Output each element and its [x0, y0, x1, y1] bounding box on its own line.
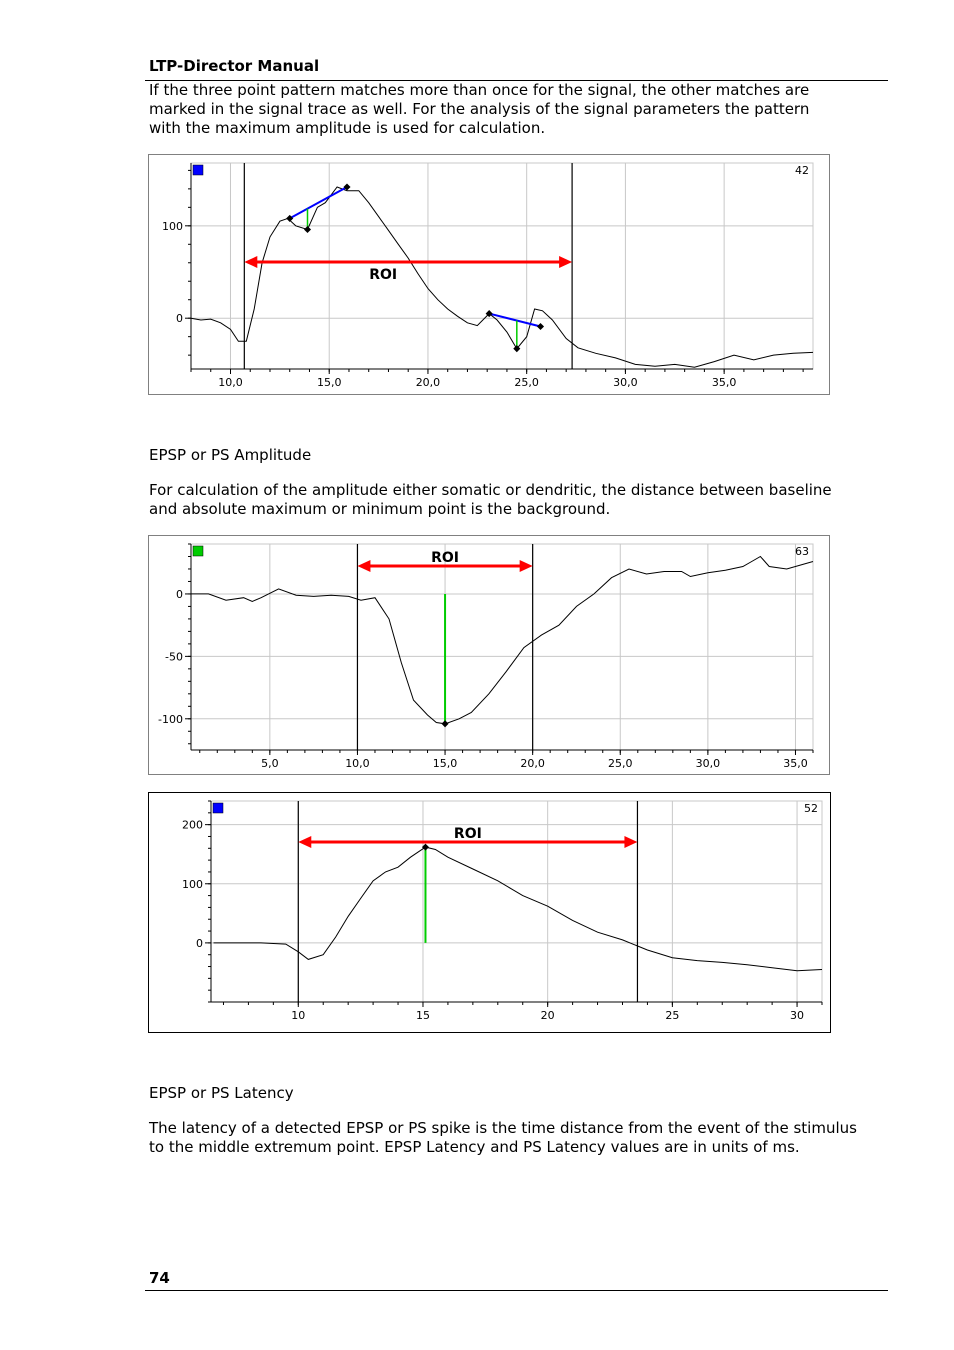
- latency-heading: EPSP or PS Latency: [149, 1084, 294, 1102]
- x-tick-label: 25,0: [608, 757, 633, 770]
- x-tick-label: 25: [665, 1009, 680, 1022]
- y-tick-label: 0: [176, 587, 183, 601]
- x-tick-label: 35,0: [783, 757, 808, 770]
- y-tick-label: 100: [182, 877, 203, 891]
- x-tick-label: 10,0: [345, 757, 370, 770]
- intro-line-1: If the three point pattern matches more than once for the signal, the other matches are: [149, 81, 810, 99]
- x-tick-label: 20,0: [415, 376, 441, 389]
- manual-title: LTP-Director Manual: [149, 57, 320, 75]
- x-tick-label: 20,0: [520, 757, 545, 770]
- amplitude-negative-chart: [148, 535, 830, 775]
- x-tick-label: 30,0: [695, 757, 721, 770]
- plot-area: [211, 801, 822, 1002]
- amplitude-heading: EPSP or PS Amplitude: [149, 446, 312, 464]
- x-tick-label: 15,0: [432, 757, 458, 770]
- amplitude-positive-chart: [148, 792, 831, 1033]
- x-tick-label: 25,0: [514, 376, 539, 389]
- footer-rule: [145, 1290, 888, 1291]
- intro-line-2: marked in the signal trace as well. For the analysis of the signal parameters the pattern: [149, 100, 810, 118]
- trace-color-marker: [213, 803, 223, 813]
- roi-label: ROI: [431, 550, 460, 566]
- latency-paragraph: [149, 1119, 869, 1157]
- intro-line-3: with the maximum amplitude is used for calculation.: [149, 119, 546, 137]
- amplitude-paragraph: [149, 481, 869, 519]
- pattern-match-chart-svg: [149, 155, 829, 394]
- roi-label: ROI: [453, 826, 482, 842]
- plot-area: [191, 163, 813, 369]
- latency-line-1: The latency of a detected EPSP or PS spike is the time distance from the event of the stimulus: [149, 1119, 857, 1137]
- x-tick-label: 20: [540, 1009, 555, 1022]
- x-tick-label: 15: [415, 1009, 430, 1022]
- x-tick-label: 30: [790, 1009, 805, 1022]
- x-tick-label: 5,0: [261, 757, 279, 770]
- y-tick-label: 100: [162, 219, 183, 233]
- amplitude-negative-chart-svg: [149, 536, 829, 774]
- y-tick-label: -100: [158, 712, 183, 726]
- pattern-match-chart: [148, 154, 830, 395]
- intro-paragraph: [149, 81, 849, 138]
- x-tick-label: 15,0: [316, 376, 342, 389]
- trace-number: 52: [804, 802, 818, 815]
- y-tick-label: -50: [165, 650, 183, 664]
- trace-color-marker: [193, 546, 203, 556]
- trace-number: 63: [795, 545, 809, 558]
- latency-line-2: to the middle extremum point. EPSP Latency and PS Latency values are in units of ms.: [149, 1138, 800, 1156]
- y-tick-label: 0: [196, 936, 203, 950]
- x-tick-label: 30,0: [613, 376, 638, 389]
- amplitude-line-2: and absolute maximum or minimum point is the background.: [149, 500, 611, 518]
- page-number: 74: [149, 1269, 170, 1287]
- x-tick-label: 10,0: [218, 376, 243, 389]
- y-tick-label: 200: [182, 818, 203, 832]
- amplitude-positive-chart-svg: [149, 793, 830, 1032]
- y-tick-label: 0: [176, 312, 183, 326]
- roi-label: ROI: [369, 267, 398, 283]
- amplitude-line-1: For calculation of the amplitude either somatic or dendritic, the distance between baseline: [149, 481, 832, 499]
- x-tick-label: 10: [291, 1009, 306, 1022]
- trace-color-marker: [193, 165, 203, 175]
- trace-number: 42: [795, 164, 809, 177]
- x-tick-label: 35,0: [711, 376, 737, 389]
